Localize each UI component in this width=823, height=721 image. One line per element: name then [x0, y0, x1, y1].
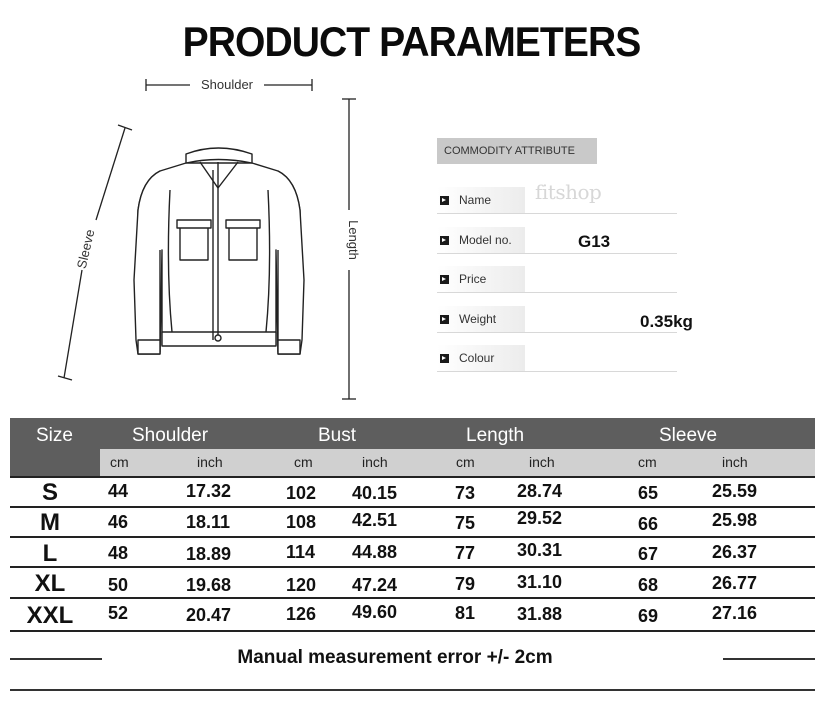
size-header: Size: [36, 425, 73, 446]
arrow-bullet-icon: [440, 236, 449, 245]
unit-cm: cm: [456, 454, 475, 470]
length-inch: 31.10: [517, 572, 563, 592]
length-inch: 29.52: [517, 508, 563, 528]
unit-cm: cm: [110, 454, 129, 470]
length-cm: 75: [455, 513, 476, 533]
sleeve-measure-line: [58, 125, 132, 380]
shoulder-inch: 18.11: [186, 512, 231, 532]
footer-bottom-rule: [10, 689, 815, 691]
unit-inch: inch: [529, 454, 555, 470]
unit-inch: inch: [362, 454, 388, 470]
brand-watermark: fitshop: [535, 180, 602, 204]
shoulder-cm: 46: [108, 512, 129, 532]
attribute-row-colour: [437, 345, 525, 371]
jacket-outline-icon: [134, 148, 304, 354]
bust-inch: 47.24: [352, 575, 398, 595]
sleeve-cm: 66: [638, 514, 659, 534]
jacket-diagram: [40, 70, 380, 410]
arrow-bullet-icon: [440, 196, 449, 205]
length-cm: 77: [455, 543, 476, 563]
attribute-label: Name: [459, 193, 492, 207]
unit-cm: cm: [294, 454, 313, 470]
attribute-row-price: [437, 266, 525, 292]
sleeve-inch: 25.98: [712, 510, 758, 530]
sleeve-inch: 26.37: [712, 542, 758, 562]
unit-inch: inch: [197, 454, 223, 470]
table-row-divider: [10, 630, 815, 632]
bust-inch: 44.88: [352, 542, 398, 562]
unit-inch: inch: [722, 454, 748, 470]
attribute-divider: [437, 292, 677, 293]
attribute-row-weight: [437, 306, 525, 332]
attribute-label: Model no.: [459, 233, 512, 247]
sleeve-inch: 26.77: [712, 573, 758, 593]
table-row-divider: [10, 506, 815, 508]
sleeve-inch: 27.16: [712, 603, 758, 623]
length-cm: 81: [455, 603, 476, 623]
attribute-row-name: [437, 187, 525, 213]
table-row-divider: [10, 536, 815, 538]
group-header-sleeve: Sleeve: [659, 425, 718, 446]
table-row-divider: [10, 476, 815, 478]
measurement-error-note: Manual measurement error +/- 2cm: [237, 647, 553, 668]
page-title: PRODUCT PARAMETERS: [182, 18, 641, 65]
length-cm: 79: [455, 574, 476, 594]
sleeve-label: Sleeve: [73, 227, 98, 271]
attribute-label: Price: [459, 272, 487, 286]
table-row-divider: [10, 597, 815, 599]
bust-inch: 42.51: [352, 510, 398, 530]
sleeve-cm: 67: [638, 544, 659, 564]
length-inch: 31.88: [517, 604, 563, 624]
shoulder-cm: 44: [108, 481, 129, 501]
bust-cm: 126: [286, 604, 317, 624]
unit-cm: cm: [638, 454, 657, 470]
shoulder-inch: 17.32: [186, 481, 232, 501]
shoulder-cm: 48: [108, 543, 129, 563]
group-header-bust: Bust: [318, 425, 357, 446]
sleeve-cm: 68: [638, 575, 659, 595]
commodity-attribute-header: COMMODITY ATTRIBUTE: [437, 138, 597, 164]
group-header-shoulder: Shoulder: [132, 425, 209, 446]
size-cell: S: [41, 479, 58, 506]
length-cm: 73: [455, 483, 476, 503]
attribute-divider: [437, 371, 677, 372]
attribute-divider: [437, 213, 677, 214]
sleeve-cm: 65: [638, 483, 659, 503]
shoulder-inch: 20.47: [186, 605, 232, 625]
sleeve-inch: 25.59: [712, 481, 758, 501]
bust-cm: 114: [286, 542, 316, 562]
attribute-value-weight: 0.35kg: [640, 312, 693, 331]
size-cell: L: [42, 540, 58, 567]
size-cell: M: [40, 509, 60, 536]
attribute-row-model: [437, 227, 525, 253]
group-header-length: Length: [466, 425, 525, 446]
length-inch: 28.74: [517, 481, 563, 501]
size-cell: XXL: [26, 602, 74, 629]
bust-cm: 102: [286, 483, 317, 503]
shoulder-cm: 50: [108, 575, 129, 595]
length-inch: 30.31: [517, 540, 563, 560]
attribute-divider: [437, 253, 677, 254]
shoulder-label: Shoulder: [200, 77, 254, 92]
attribute-value-model: G13: [578, 232, 611, 251]
arrow-bullet-icon: [440, 315, 449, 324]
shoulder-cm: 52: [108, 603, 129, 623]
size-cell: XL: [34, 570, 66, 597]
attribute-divider: [437, 332, 677, 333]
bust-inch: 40.15: [352, 483, 398, 503]
shoulder-inch: 19.68: [186, 575, 232, 595]
shoulder-inch: 18.89: [186, 544, 232, 564]
attribute-label: Colour: [459, 351, 495, 365]
attribute-label: Weight: [459, 312, 497, 326]
bust-cm: 120: [286, 575, 317, 595]
table-row-divider: [10, 566, 815, 568]
sleeve-cm: 69: [638, 606, 659, 626]
arrow-bullet-icon: [440, 275, 449, 284]
arrow-bullet-icon: [440, 354, 449, 363]
bust-cm: 108: [286, 512, 317, 532]
bust-inch: 49.60: [352, 602, 398, 622]
length-label: Length: [346, 220, 361, 260]
